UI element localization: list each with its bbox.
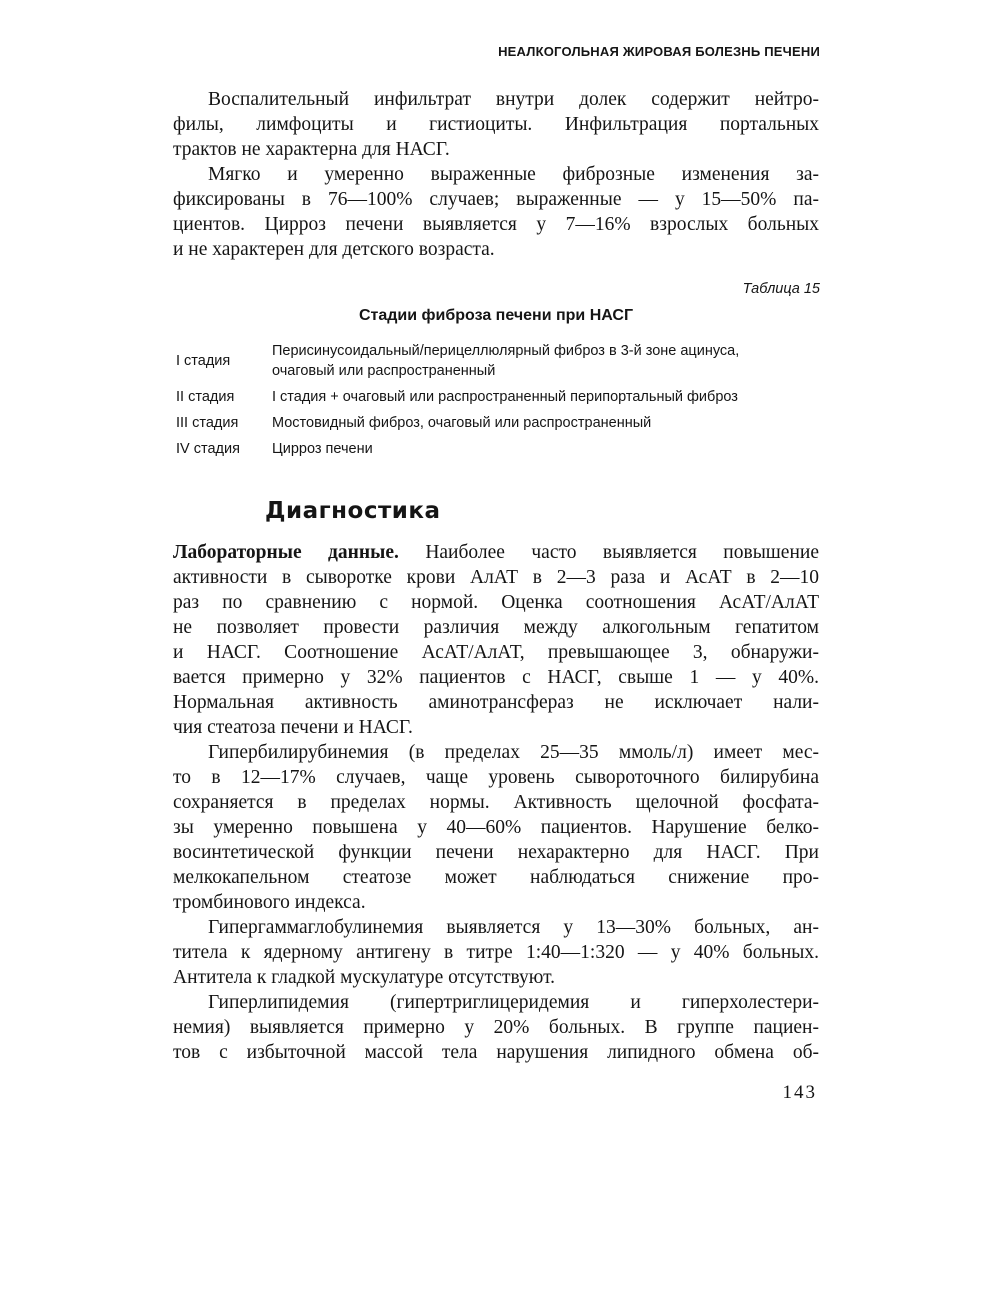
text-line: зы умеренно повышена у 40—60% пациентов. Нарушение белко-: [173, 817, 819, 838]
text-line: Антитела к гладкой мускулатуре отсутствуют.: [173, 967, 556, 988]
text-line: Гипергаммаглобулинемия выявляется у 13—30% больных, ан-: [208, 917, 819, 938]
stage-description-line: Перисинусоидальный/перицеллюлярный фиброз в 3-й зоне ацинуса,: [272, 343, 740, 359]
paragraph-bilirubin: [173, 740, 819, 915]
text-line: тромбинового индекса.: [173, 892, 366, 913]
page-number: 143: [782, 1082, 817, 1103]
text-line: титела к ядерному антигену в титре 1:40—1:320 — у 40% больных.: [173, 942, 819, 963]
text-line: раз по сравнению с нормой. Оценка соотношения АсАТ/АлАТ: [173, 592, 819, 613]
stage-description: [272, 413, 822, 433]
paragraph-lab-data: [173, 540, 819, 740]
stage-description: [272, 387, 822, 407]
stage-label: I стадия: [176, 353, 231, 369]
stage-description-line: I стадия + очаговый или распространенный перипортальный фиброз: [272, 389, 738, 405]
text-line: активности в сыворотке крови АлАТ в 2—3 раза и АсАТ в 2—10: [173, 567, 819, 588]
table-row: [176, 439, 822, 459]
text-line: сохраняется в пределах нормы. Активность щелочной фосфата-: [173, 792, 819, 813]
stage-label: II стадия: [176, 389, 235, 405]
table-row: [176, 387, 822, 407]
paragraph-fibrosis: [173, 162, 819, 262]
paragraph-gammaglobulin: [173, 915, 819, 990]
stage-label: III стадия: [176, 415, 239, 431]
table-title: Стадии фиброза печени при НАСГ: [358, 307, 634, 324]
text-line: мелкокапельном стеатозе может наблюдаться снижение про-: [173, 867, 819, 888]
lab-data-lead: Лабораторные данные.: [173, 542, 399, 563]
paragraph-hyperlipidemia: [173, 990, 819, 1065]
section-heading: Диагностика: [265, 498, 441, 524]
text-line: Воспалительный инфильтрат внутри долек содержит нейтро-: [208, 89, 819, 110]
table-row: [176, 413, 822, 433]
text-line: Мягко и умеренно выраженные фиброзные изменения за-: [208, 164, 819, 185]
text-line: Гипербилирубинемия (в пределах 25—35 ммоль/л) имеет мес-: [208, 742, 819, 763]
text-line: фиксированы в 76—100% случаев; выраженные — у 15—50% па-: [173, 189, 819, 210]
stage-description-line: Цирроз печени: [272, 441, 373, 457]
text-line: немия) выявляется примерно у 20% больных. В группе пациен-: [173, 1017, 819, 1038]
diagnostics-text: [173, 540, 819, 1065]
table-caption: Таблица 15: [742, 281, 820, 297]
text-line: трактов не характерна для НАСГ.: [173, 139, 450, 160]
text-line: восинтетической функции печени нехарактерно для НАСГ. При: [173, 842, 819, 863]
text-line: циентов. Цирроз печени выявляется у 7—16% взрослых больных: [173, 214, 819, 235]
stage-label: IV стадия: [176, 441, 240, 457]
table-row: [176, 341, 822, 381]
running-head: НЕАЛКОГОЛЬНАЯ ЖИРОВАЯ БОЛЕЗНЬ ПЕЧЕНИ: [498, 44, 820, 59]
paragraph-infiltrate: [173, 87, 819, 162]
text-line: филы, лимфоциты и гистиоциты. Инфильтрация портальных: [173, 114, 819, 135]
text-line: чия стеатоза печени и НАСГ.: [173, 717, 413, 738]
text-line: Гиперлипидемия (гипертриглицеридемия и гиперхолестери-: [208, 992, 819, 1013]
stage-description: [272, 439, 822, 459]
text-line: тов с избыточной массой тела нарушения липидного обмена об-: [173, 1042, 819, 1063]
stage-description-line: Мостовидный фиброз, очаговый или распространенный: [272, 415, 652, 431]
stage-description-line: очаговый или распространенный: [272, 363, 496, 379]
stage-description: [272, 341, 822, 381]
text-line: Нормальная активность аминотрансфераз не исключает нали-: [173, 692, 819, 713]
intro-text: [173, 87, 819, 262]
text-line: не позволяет провести различия между алкогольным гепатитом: [173, 617, 819, 638]
text-line: [173, 540, 819, 565]
text-line: то в 12—17% случаев, чаще уровень сывороточного билирубина: [173, 767, 819, 788]
fibrosis-stage-table: [176, 341, 822, 465]
text-line: вается примерно у 32% пациентов с НАСГ, свыше 1 — у 40%.: [173, 667, 819, 688]
text-line: и не характерен для детского возраста.: [173, 239, 495, 260]
text-line: и НАСГ. Соотношение АсАТ/АлАТ, превышающее 3, обнаружи-: [173, 642, 819, 663]
lab-data-first-line: Наиболее часто выявляется повышение: [398, 542, 819, 563]
